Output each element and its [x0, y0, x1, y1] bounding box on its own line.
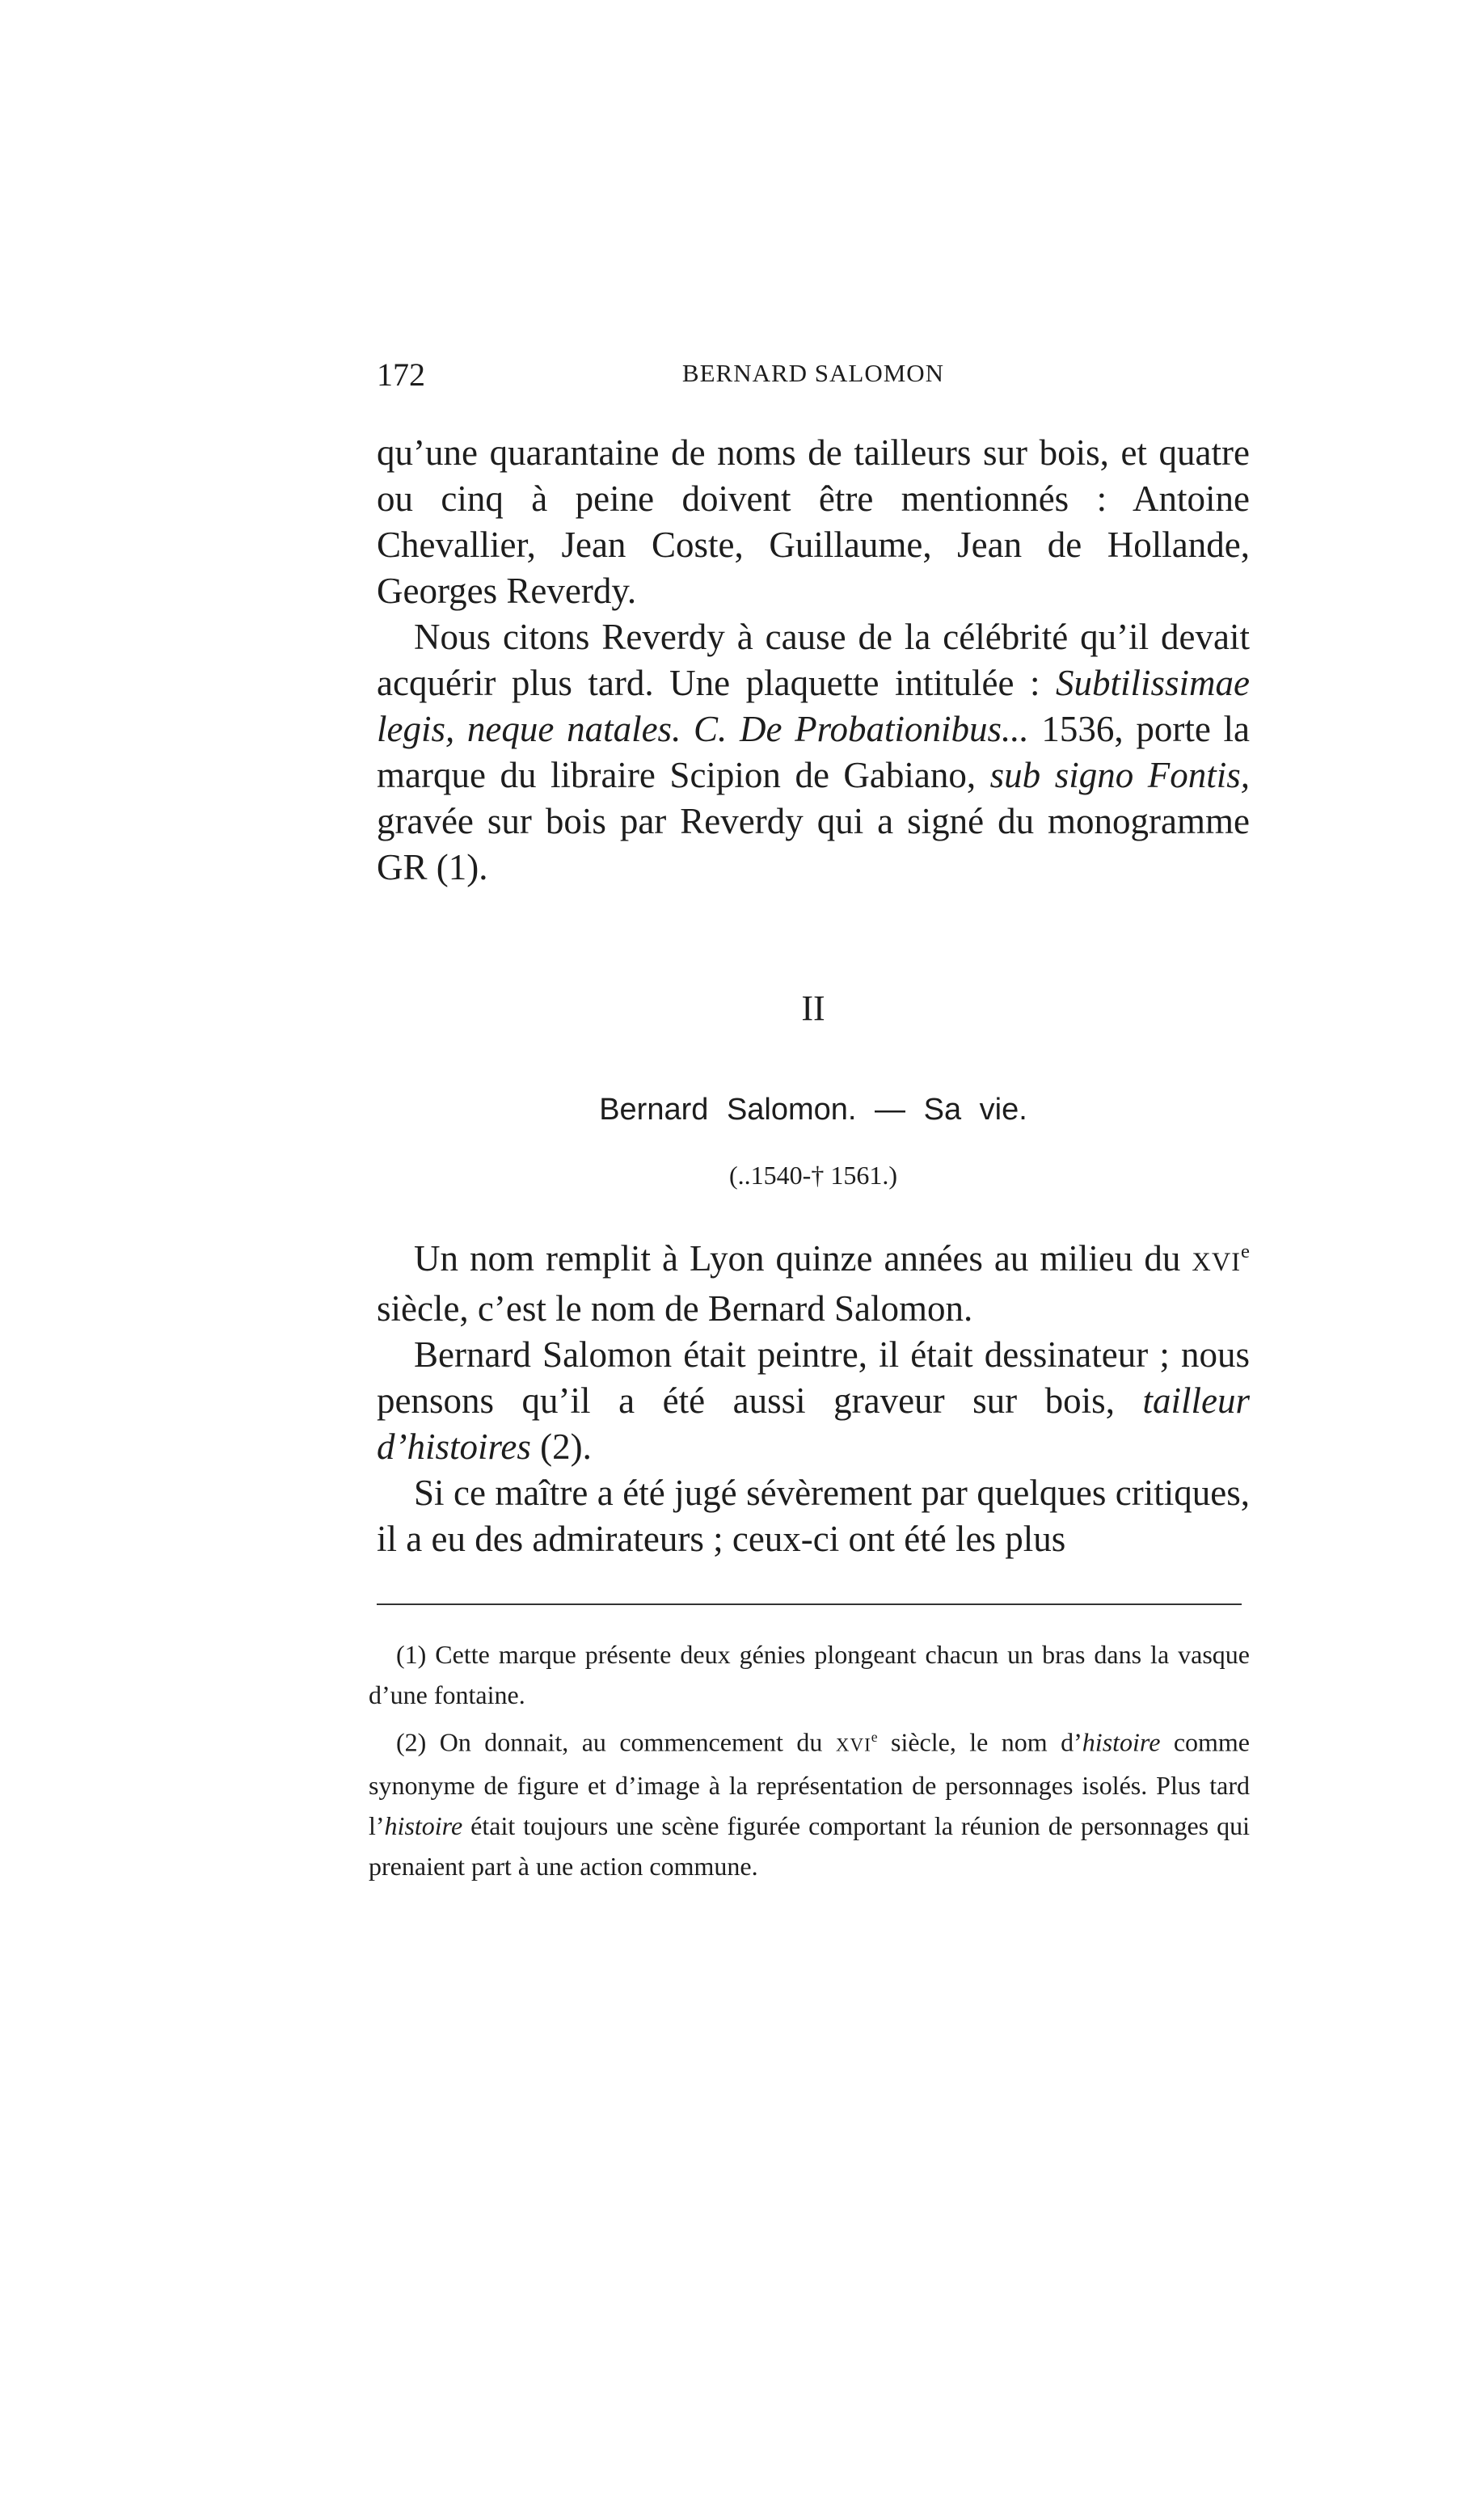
paragraph-1: qu’une quarantaine de noms de tailleurs sur bois, et quatre ou cinq à peine doivent être mentionnés : Antoine Chevallier, Jean Coste, Guillaume, Jean de Hollande, Georges Reverdy.	[377, 432, 1250, 611]
italic-latin: sub signo Fontis,	[989, 755, 1250, 795]
running-head: BERNARD SALOMON	[681, 359, 945, 387]
paragraph-2: Nous citons Reverdy à cause de la célébrité qu’il devait acquérir plus tard. Une plaquette intitulée : Subtilissimae legis, neque natales. C. De Probationibus... 1536, porte la marque du libraire Scipion de Gabiano, sub signo Fontis, gravée sur bois par Reverdy qui a signé du monogramme GR (1).	[377, 617, 1251, 887]
section-number: II	[801, 988, 825, 1028]
page-number: 172	[377, 356, 425, 393]
body-text-top	[377, 430, 1250, 891]
paragraph-5: Si ce maître a été jugé sévèrement par quelques critiques, il a eu des admirateurs ; ceux-ci ont été les plus	[377, 1473, 1250, 1559]
footnote-2: (2) On donnait, au commencement du XVIe siècle, le nom d’histoire comme synonyme de figure et d’image à la représentation de personnages isolés. Plus tard l’histoire était toujours une scène figurée comportant la réunion de personnages qui prenaient part à une action commune.	[369, 1727, 1251, 1881]
italic-title: Subtilissimae legis, neque natales. C. De Probationibus...	[377, 663, 1250, 749]
paragraph-3: Un nom remplit à Lyon quinze années au milieu du XVIe siècle, c’est le nom de Bernard Salomon.	[377, 1238, 1250, 1329]
footnotes	[369, 1634, 1250, 1888]
footnote-divider	[377, 1603, 1242, 1605]
page-header	[377, 356, 1250, 404]
footnote-1: (1) Cette marque présente deux génies plongeant chacun un bras dans la vasque d’une fontaine.	[369, 1640, 1250, 1709]
body-text-bottom	[377, 1228, 1250, 1562]
section-title: Bernard Salomon. — Sa vie.	[599, 1093, 1027, 1127]
section-dates: (..1540-† 1561.)	[729, 1161, 897, 1190]
paragraph-4: Bernard Salomon était peintre, il était dessinateur ; nous pensons qu’il a été aussi graveur sur bois, tailleur d’histoires (2).	[377, 1334, 1250, 1467]
